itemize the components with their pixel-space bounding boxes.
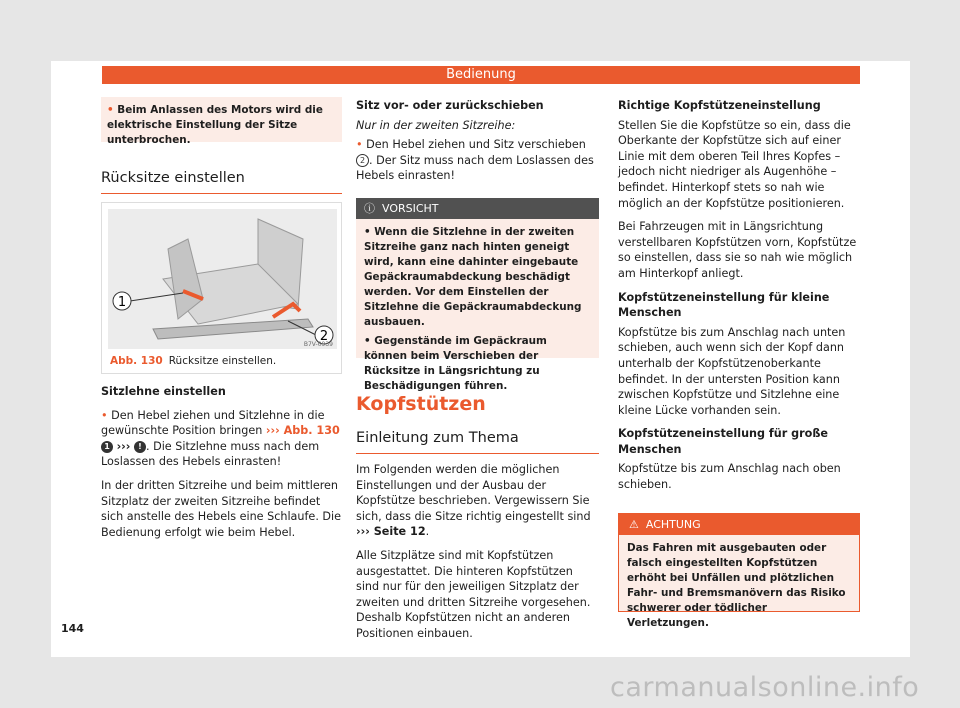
caution-item	[364, 225, 591, 330]
arrows-glyph: ›››	[116, 439, 131, 453]
bullet-icon: •	[101, 408, 108, 422]
figure-caption-text: Rücksitze einstellen.	[168, 355, 277, 367]
section-title: Rücksitze einstellen	[101, 170, 342, 194]
page-link[interactable]: ››› Seite 12	[356, 525, 426, 539]
chapter-title: Kopfstützen	[356, 393, 486, 415]
figure-link[interactable]: ››› Abb. 130	[265, 424, 340, 438]
caution-header	[356, 198, 599, 219]
sitzlehne-section	[101, 384, 342, 548]
sitzlehne-bullet	[101, 408, 342, 470]
caution-item	[364, 334, 591, 394]
paragraph-richtige: Stellen Sie die Kopfstütze so ein, dass die Oberkante der Kopfstütze sich auf einer Linie mit dem oberen Teil Ihres Kopfes – jedoch nicht niedriger als Augenhöhe – befindet. Hinterkopf stets so nah wie möglich an der Kopfstütze positionieren.	[618, 118, 851, 210]
intro-paragraph-2: Alle Sitzplätze sind mit Kopfstützen ausgestattet. Die hinteren Kopfstützen sind nur für den jeweiligen Sitzplatz der zweiten und dritten Sitzreihe vorgesehen. Deshalb Kopfstützen nicht an anderen Positionen einbauen.	[356, 548, 591, 640]
note-text: Beim Anlassen des Motors wird die elektrische Einstellung der Sitze unterbrochen.	[107, 104, 323, 146]
page-number: 144	[61, 622, 84, 635]
caution-box	[356, 198, 599, 392]
intro-paragraph-1-text: Im Folgenden werden die möglichen Einstellungen und der Ausbau der Kopfstütze beschrieben. Vergewissern Sie sich, dass die Sitze richtig eingestellt sind	[356, 463, 591, 523]
bullet-icon: •	[107, 104, 114, 116]
intro-paragraph-1: Im Folgenden werden die möglichen Einstellungen und der Ausbau der Kopfstütze beschrieben. Vergewissern Sie sich, dass die Sitze richtig eingestellt sind ››› Seite 12.	[356, 463, 591, 539]
callout-1: 1	[117, 295, 127, 310]
heading-grosse: Kopfstützeneinstellung für große Menschen	[618, 427, 828, 456]
paragraph-kleine: Kopfstütze bis zum Anschlag nach unten schieben, auch wenn sich der Kopf dann unterhalb der Kopfstützenoberkante befindet. In der untersten Position kann zwischen Kopfstütze und Sitzlehne eine kleine Lücke vorhanden sein.	[618, 325, 846, 417]
sitzlehne-bullet-text: Den Hebel ziehen und Sitzlehne in die gewünschte Position bringen	[101, 408, 325, 438]
seat-illustration	[108, 209, 337, 349]
sitzlehne-bullet-text-2: . Die Sitzlehne muss nach dem Loslassen des Hebels einrasten!	[101, 439, 320, 469]
caution-icon: ⓘ	[364, 202, 375, 215]
chapter-subtitle: Einleitung zum Thema	[356, 430, 599, 454]
verschieben-subheading: Nur in der zweiten Sitzreihe:	[356, 118, 516, 132]
warning-body: Das Fahren mit ausgebauten oder falsch eingestellten Kopfstützen erhöht bei Unfällen und plötzlichen Fahr- und Bremsmanövern das Risiko schwerer oder tödlicher Verletzungen.	[627, 542, 846, 629]
caution-title: VORSICHT	[382, 202, 439, 215]
warning-icon: !	[134, 441, 146, 453]
warning-triangle-icon: ⚠	[629, 518, 639, 531]
verschieben-heading: Sitz vor- oder zurückschieben	[356, 99, 544, 112]
heading-richtige: Richtige Kopfstützeneinstellung	[618, 99, 821, 112]
bullet-icon: •	[356, 138, 363, 152]
callout-ref-2: 2	[356, 154, 369, 167]
bullet-icon: •	[364, 226, 371, 238]
kopfstuetzen-intro	[356, 462, 599, 650]
caution-item-2-text: Gegenstände im Gepäckraum können beim Verschieben der Rücksitze in Längsrichtung zu Beschädigungen führen.	[364, 335, 547, 392]
bullet-icon: •	[364, 335, 371, 347]
watermark: carmanualsonline.info	[610, 672, 920, 703]
heading-kleine: Kopfstützeneinstellung für kleine Menschen	[618, 290, 830, 320]
verschieben-bullet	[356, 137, 599, 184]
verschieben-bullet-text: Den Hebel ziehen und Sitz verschieben	[366, 138, 586, 152]
figure-label: Abb. 130	[110, 355, 163, 367]
warning-box	[618, 513, 860, 629]
note-box	[101, 97, 342, 146]
warning-title: ACHTUNG	[645, 518, 701, 531]
callout-ref-1: 1	[101, 441, 113, 453]
sitzlehne-heading: Sitzlehne einstellen	[101, 385, 226, 398]
callout-2: 2	[319, 329, 329, 344]
caution-item-1-text: Wenn die Sitzlehne in der zweiten Sitzreihe ganz nach hinten geneigt wird, kann eine dahinter eingebaute Gepäckraumabdeckung beschädigt werden. Vor dem Einstellen der Sitzlehne die Gepäckraumabdeckung ausbauen.	[364, 226, 582, 328]
right-column	[618, 98, 860, 501]
warning-header	[619, 514, 859, 535]
chapter-header: Bedienung	[102, 66, 860, 84]
figure	[101, 202, 342, 374]
figure-caption	[110, 355, 276, 367]
sitzlehne-paragraph: In der dritten Sitzreihe und beim mittleren Sitzplatz der zweiten Sitzreihe befindet sich anstelle des Hebels eine Schlaufe. Die Bedienung erfolgt wie beim Hebel.	[101, 478, 342, 539]
verschieben-bullet-text-2: . Der Sitz muss nach dem Loslassen des Hebels einrasten!	[356, 153, 594, 183]
verschieben-section	[356, 98, 599, 192]
paragraph-laengs: Bei Fahrzeugen mit in Längsrichtung verstellbaren Kopfstützen vorn, Kopfstütze so einstellen, dass sie so nah wie möglich am Hinterkopf anliegt.	[618, 220, 857, 280]
figure-code: B7V-0939	[303, 341, 333, 348]
seat-drawing	[108, 209, 337, 349]
paragraph-grosse: Kopfstütze bis zum Anschlag nach oben schieben.	[618, 462, 841, 492]
caution-body	[356, 219, 599, 400]
